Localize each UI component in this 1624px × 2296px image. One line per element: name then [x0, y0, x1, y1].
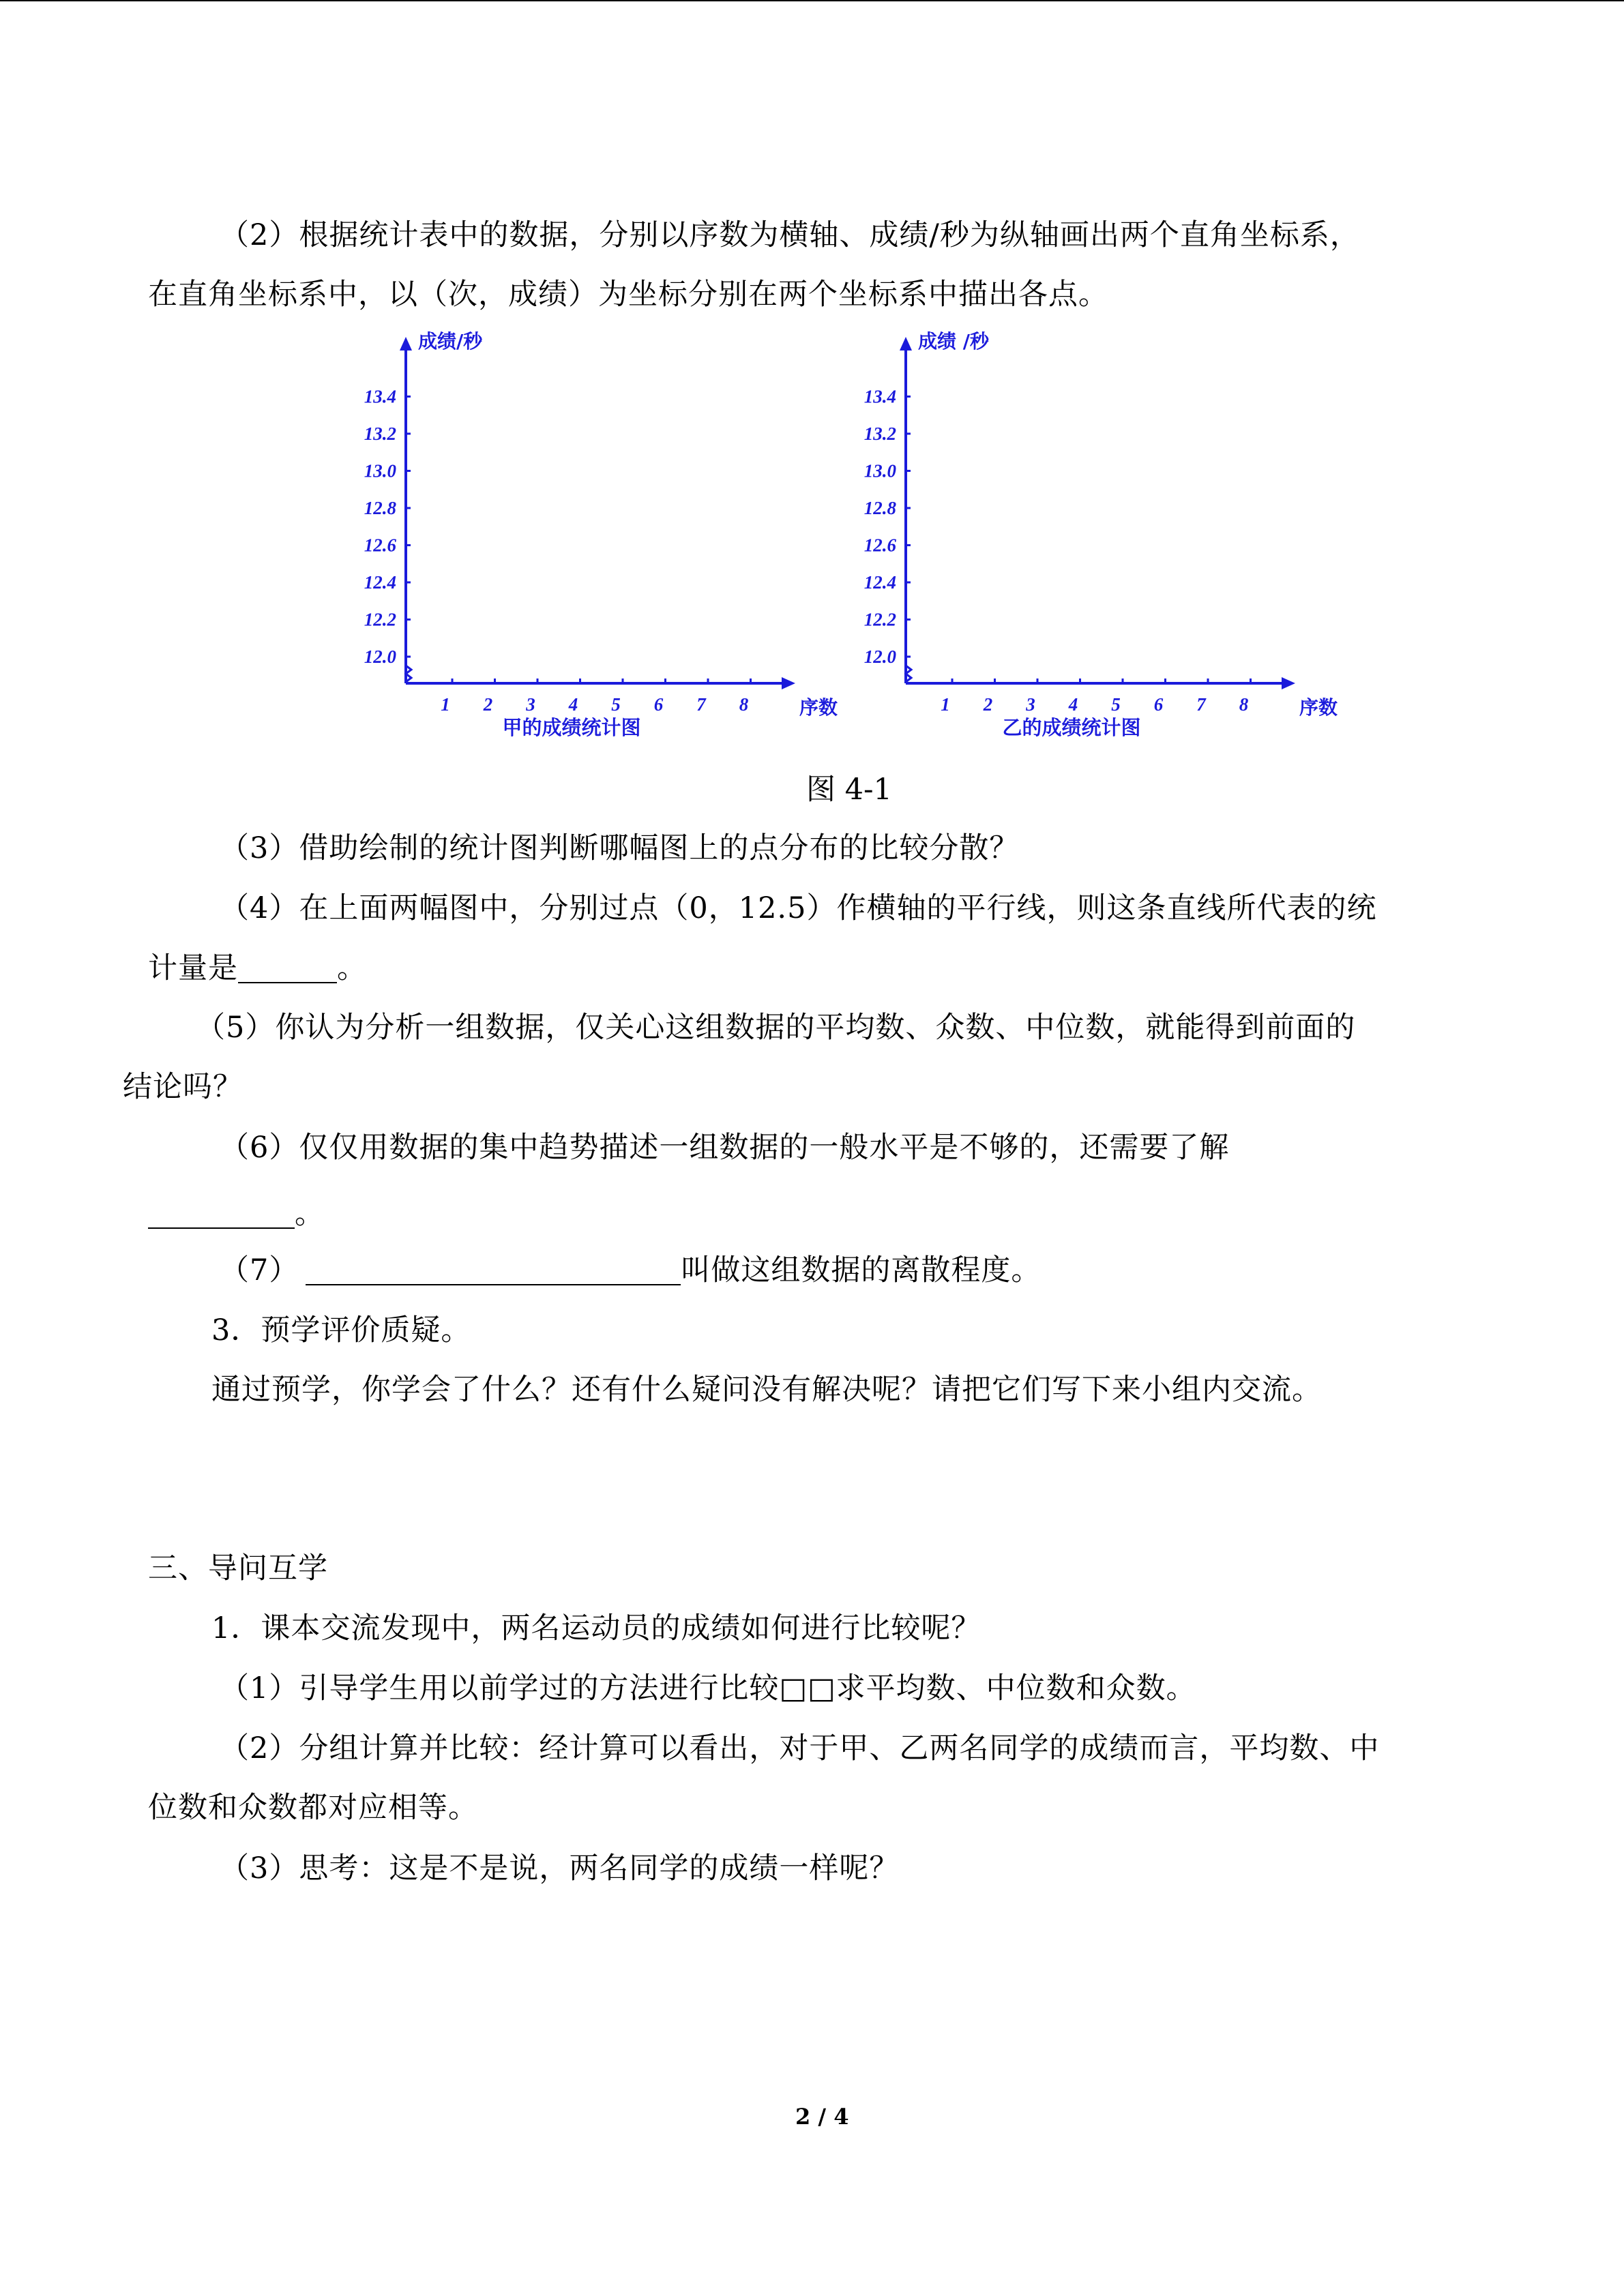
paragraph-6-suffix: 。: [295, 1197, 325, 1231]
x-tick-label: 3: [526, 694, 535, 715]
answer-blank-6: [148, 1197, 295, 1229]
x-tick-label: 1: [441, 694, 450, 715]
y-tick-label: 13.2: [863, 423, 896, 444]
paragraph-6-line-1: （6）仅仅用数据的集中趋势描述一组数据的一般水平是不够的，还需要了解: [220, 1131, 1230, 1165]
section-3-paragraph-3: （3）思考：这是不是说，两名同学的成绩一样呢？: [220, 1851, 900, 1885]
paragraph-4-suffix: 。: [337, 951, 367, 985]
chart-title: 乙的成绩统计图: [1002, 716, 1141, 739]
x-tick-label: 2: [983, 694, 993, 715]
paragraph-4-line-1: （4）在上面两幅图中，分别过点（0，12.5）作横轴的平行线，则这条直线所代表的统: [220, 891, 1377, 925]
y-tick-label: 12.6: [364, 535, 396, 556]
y-axis-arrow: [400, 337, 412, 351]
y-tick-label: 13.4: [364, 386, 396, 407]
y-tick-label: 12.2: [364, 609, 396, 630]
x-tick-label: 7: [696, 694, 706, 715]
item-3-body: 通过预学，你学会了什么？还有什么疑问没有解决呢？请把它们写下来小组内交流。: [211, 1373, 1322, 1407]
y-tick-label: 12.0: [364, 646, 396, 667]
chart-jia-scores: [327, 320, 846, 743]
paragraph-2-line-1: （2）根据统计表中的数据，分别以序数为横轴、成绩/秒为纵轴画出两个直角坐标系，: [220, 218, 1360, 252]
axes: [400, 337, 795, 689]
x-axis-title: 序数: [799, 696, 838, 719]
y-tick-label: 13.0: [364, 460, 396, 481]
y-tick-label: 12.4: [863, 572, 896, 593]
paragraph-7: [220, 1250, 1041, 1291]
x-tick-label: 4: [1068, 694, 1078, 715]
paragraph-5-line-2: 结论吗？: [123, 1070, 243, 1104]
x-tick-label: 8: [1239, 694, 1249, 715]
x-tick-label: 5: [611, 694, 621, 715]
axes: [900, 337, 1295, 689]
item-3-heading: 3．预学评价质疑。: [211, 1313, 471, 1347]
figure-caption: 图 4-1: [806, 773, 892, 807]
paragraph-6-line-2: [148, 1193, 325, 1234]
x-tick-label: 2: [483, 694, 493, 715]
answer-blank-7: [306, 1254, 681, 1285]
y-tick-label: 13.0: [863, 460, 896, 481]
section-3-paragraph-1: （1）引导学生用以前学过的方法进行比较□□求平均数、中位数和众数。: [220, 1671, 1196, 1705]
paragraph-2-line-2: 在直角坐标系中，以（次，成绩）为坐标分别在两个坐标系中描出各点。: [148, 278, 1108, 312]
page-top-border: [0, 0, 1624, 1]
x-tick-label: 8: [739, 694, 749, 715]
x-axis-arrow: [1282, 677, 1295, 689]
section-3-paragraph-2-line-2: 位数和众数都对应相等。: [148, 1791, 478, 1825]
answer-blank-4: [238, 952, 337, 983]
y-tick-label: 12.4: [364, 572, 396, 593]
paragraph-7-suffix: 叫做这组数据的离散程度。: [681, 1253, 1042, 1287]
chart-title: 甲的成绩统计图: [502, 716, 641, 739]
x-tick-label: 5: [1111, 694, 1121, 715]
x-tick-label: 3: [1026, 694, 1035, 715]
x-tick-label: 4: [568, 694, 578, 715]
page-number: 2 / 4: [795, 2104, 849, 2130]
paragraph-5-line-1: （5）你认为分析一组数据，仅关心这组数据的平均数、众数、中位数，就能得到前面的: [196, 1011, 1356, 1045]
y-axis-title: 成绩 /秒: [918, 330, 989, 353]
y-axis-arrow: [900, 337, 912, 351]
section-3-item-1: 1．课本交流发现中，两名运动员的成绩如何进行比较呢？: [211, 1611, 981, 1645]
y-tick-label: 12.0: [863, 646, 896, 667]
paragraph-7-prefix: （7）: [220, 1253, 299, 1287]
paragraph-3: （3）借助绘制的统计图判断哪幅图上的点分布的比较分散？: [220, 831, 1020, 865]
y-tick-label: 12.2: [863, 609, 896, 630]
chart-yi-scores: [827, 320, 1346, 743]
x-axis-arrow: [782, 677, 795, 689]
y-tick-label: 13.4: [863, 386, 896, 407]
x-tick-label: 7: [1196, 694, 1206, 715]
section-3-paragraph-2-line-1: （2）分组计算并比较：经计算可以看出，对于甲、乙两名同学的成绩而言，平均数、中: [220, 1731, 1380, 1765]
paragraph-4-line-2: [148, 948, 367, 989]
x-tick-label: 6: [653, 694, 664, 715]
paragraph-4-prefix: 计量是: [148, 951, 238, 985]
x-tick-label: 1: [941, 694, 950, 715]
x-axis-title: 序数: [1299, 696, 1338, 719]
y-axis-title: 成绩/秒: [418, 330, 483, 353]
y-tick-label: 13.2: [364, 423, 396, 444]
section-3-heading: 三、导问互学: [148, 1551, 328, 1585]
x-tick-label: 6: [1153, 694, 1164, 715]
y-tick-label: 12.8: [863, 498, 896, 518]
y-tick-label: 12.8: [364, 498, 396, 518]
y-tick-label: 12.6: [863, 535, 896, 556]
